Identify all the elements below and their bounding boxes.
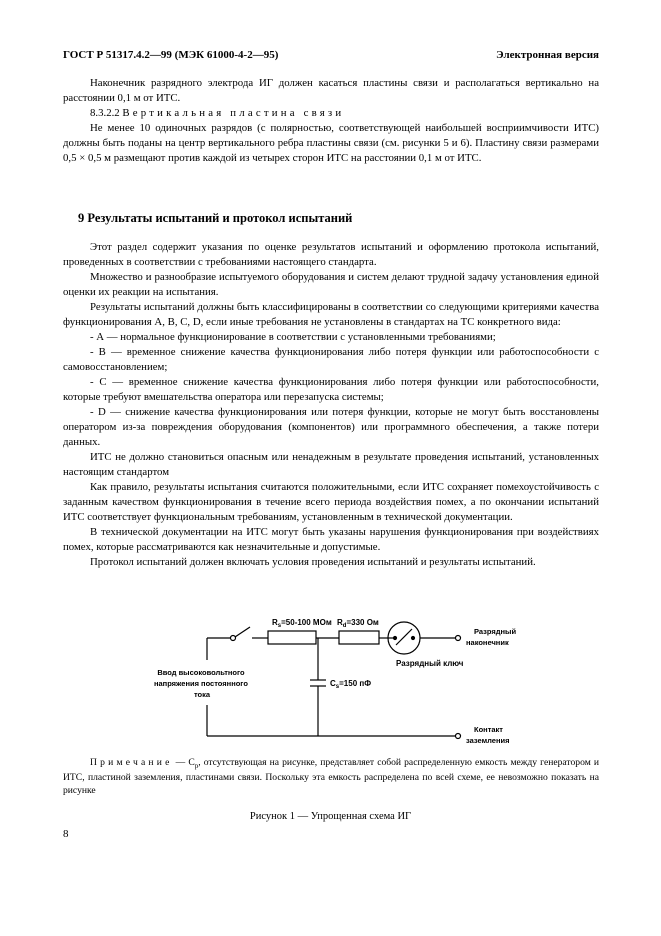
paragraph: Как правило, результаты испытания считаются положительными, если ИТС сохраняет помехоустойчивость с заданным качеством функционирования в течение всего периода воздействия помех, а по окончании испытаний ИТС соответствует функциональным требованиям, установленным в технической документации.: [63, 481, 599, 523]
list-item: - А — нормальное функционирование в соответствии с установленными требованиями;: [90, 331, 496, 343]
tip-label: Разрядный наконечник: [466, 627, 517, 647]
switch-label: Разрядный ключ: [396, 659, 464, 668]
note-text: , отсутствующая на рисунке, представляет собой распределенную емкость между генератором и ИТС, пластиной заземления, пластинами связи. Поскольку эта емкость распределена по всей схеме, ее невозможно показать на рисунке: [63, 757, 599, 796]
resistor-rs: [268, 631, 316, 644]
header-electronic-version: Электронная версия: [496, 49, 599, 61]
ground-label: Контакт заземления: [466, 725, 510, 745]
page-number: 8: [63, 828, 69, 840]
list-item: - С — временное снижение качества функционирования либо потеря функции или работоспособности, которые требуют вмешательства оператора или перезапуска системы;: [63, 376, 599, 403]
paragraph: Этот раздел содержит указания по оценке результатов испытаний и оформлению протокола испытаний, проведенных в соответствии с требованиями настоящего стандарта.: [63, 241, 599, 268]
paragraph: Результаты испытаний должны быть классифицированы в соответствии со следующими критериями качества функционирования А, В, С, D, если иные требования не установлены в стандартах на ТС конкретного вида:: [63, 301, 599, 328]
top-section: [63, 76, 599, 166]
note-c-letter: C: [188, 757, 195, 768]
header-standard-code: ГОСТ Р 51317.4.2—99 (МЭК 61000-4-2—95): [63, 49, 279, 61]
subclause-title: Вертикальная пластина связи: [122, 107, 345, 119]
rd-label: $R_d=330$ Ом: [337, 618, 379, 629]
resistor-rd: [339, 631, 379, 644]
cs-label: $C_s=150$ пФ: [330, 679, 372, 690]
paragraph: Не менее 10 одиночных разрядов (с полярностью, соответствующей наибольшей восприимчивости ИТС) должны быть поданы на центр вертикального ребра пластины связи (см. рисунки 5 и 6). Пластину связи размерами 0,5 × 0,5 м размещают против каждой из четырех сторон ИТС на расстоянии 0,1 м от ИТС.: [63, 122, 599, 164]
paragraph: ИТС не должно становиться опасным или ненадежным в результате проведения испытаний, установленных настоящим стандартом: [63, 451, 599, 478]
note-c-sub: p: [194, 761, 199, 770]
input-label: Ввод высоковольтного напряжения постоянного тока: [153, 668, 248, 699]
paragraph: В технической документации на ИТС могут быть указаны нарушения функционирования при воздействиях помех, которые рассматриваются как незначительные и допустимые.: [63, 526, 599, 553]
list-item: - D — снижение качества функционирования или потеря функции, которые не могут быть восстановлены оператором из-за повреждения оборудования (компонентов) или программного обеспечения, а также потери данных.: [63, 406, 599, 448]
subclause-number: 8.3.2.2: [90, 107, 120, 119]
list-item: - В — временное снижение качества функционирования либо потеря функции или работоспособности с самовосстановлением;: [63, 346, 599, 373]
section-heading: 9 Результаты испытаний и протокол испытаний: [78, 211, 353, 225]
note-dash: —: [172, 757, 189, 768]
figure-note: [63, 757, 599, 797]
section-body: [63, 240, 599, 570]
rs-label: $R_s=50-100$ МОм: [272, 618, 332, 629]
paragraph: Наконечник разрядного электрода ИГ должен касаться пластины связи и располагаться вертикально на расстоянии 0,1 м от ИТС.: [63, 77, 599, 104]
note-prefix: Примечание: [90, 757, 173, 768]
figure-caption: Рисунок 1 — Упрощенная схема ИГ: [249, 811, 412, 822]
paragraph: Множество и разнообразие испытуемого оборудования и систем делают трудной задачу установления единой оценки их реакции на испытания.: [63, 271, 599, 298]
subclause-heading: [63, 106, 599, 121]
paragraph: Протокол испытаний должен включать условия проведения испытаний и результаты испытаний.: [90, 556, 536, 568]
circuit-diagram: [0, 600, 661, 750]
